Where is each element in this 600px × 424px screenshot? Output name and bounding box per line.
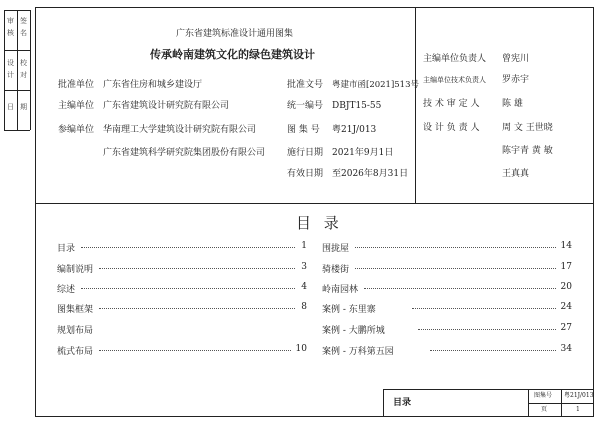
toc-leader <box>99 268 295 269</box>
tech-reviewer-value: 陈 雄 <box>502 99 523 109</box>
toc-entry-page: 17 <box>560 262 572 272</box>
toc-entry[interactable] <box>322 262 572 274</box>
toc-leader <box>81 247 295 248</box>
toc-entry-page: 24 <box>560 302 572 312</box>
approval-doc-label: 批准文号 <box>287 80 324 90</box>
toc-entry-page: 4 <box>301 282 307 292</box>
chief-unit-value: 广东省建筑设计研究院有限公司 <box>103 101 230 111</box>
design-leader-value-2: 陈宇青 黄 敏 <box>502 146 553 156</box>
toc-leader <box>364 288 556 289</box>
toc-entry-title: 编制说明 <box>57 265 94 275</box>
info-divider <box>35 203 594 204</box>
atlas-title: 传承岭南建筑文化的绿色建筑设计 <box>150 48 315 61</box>
title-block-page-value: 1 <box>576 406 580 413</box>
atlas-no-value: 粤21J/013 <box>332 125 377 135</box>
toc-entry-title: 规划布局 <box>57 326 94 336</box>
toc-entry-page: 27 <box>560 323 572 333</box>
toc-leader <box>355 247 556 248</box>
toc-entry[interactable] <box>57 344 307 356</box>
participating-unit-label: 参编单位 <box>58 125 95 135</box>
binding-label-3: 签 <box>20 17 27 25</box>
valid-date-value: 至2026年8月31日 <box>332 169 409 179</box>
approval-unit-label: 批准单位 <box>58 80 95 90</box>
toc-entry[interactable] <box>57 302 307 314</box>
toc-entry-title: 图集框架 <box>57 305 94 315</box>
chief-unit-leader-label: 主编单位负责人 <box>423 54 487 64</box>
toc-leader <box>99 308 295 309</box>
toc-entry-page: 20 <box>560 282 572 292</box>
chief-tech-leader-value: 罗赤宇 <box>502 75 530 85</box>
binding-label-1: 审 <box>7 17 14 25</box>
design-leader-value-3: 王真真 <box>502 169 530 179</box>
atlas-no-label: 图 集 号 <box>287 125 320 135</box>
chief-tech-leader-label: 主编单位技术负责人 <box>423 76 486 84</box>
title-block-atlas-value: 粤21J/013 <box>564 392 594 399</box>
unified-no-value: DBJT15-55 <box>332 101 382 111</box>
design-leader-value-1: 周 文 王世晓 <box>502 123 553 133</box>
toc-entry[interactable] <box>322 323 572 335</box>
sheet-title: 目录 <box>393 398 412 408</box>
tech-reviewer-label: 技 术 审 定 人 <box>423 99 480 109</box>
toc-entry-title: 岭南园林 <box>322 285 359 295</box>
toc-entry[interactable] <box>57 282 307 294</box>
toc-entry-title: 骑楼街 <box>322 265 350 275</box>
design-leader-label: 设 计 负 责 人 <box>423 123 480 133</box>
chief-unit-label: 主编单位 <box>58 101 95 111</box>
toc-entry-title: 梳式布局 <box>57 347 94 357</box>
toc-leader <box>355 268 556 269</box>
toc-leader <box>412 308 556 309</box>
binding-label-10: 期 <box>20 103 27 111</box>
toc-title: 目 录 <box>296 214 343 232</box>
toc-entry-page: 10 <box>295 344 307 354</box>
unified-no-label: 统一编号 <box>287 101 324 111</box>
toc-entry-page: 3 <box>301 262 307 272</box>
binding-label-4: 名 <box>20 29 27 37</box>
approval-doc-value: 粤建市函[2021]513号 <box>332 80 419 90</box>
toc-entry-title: 围拢屋 <box>322 244 350 254</box>
binding-strip <box>4 10 30 130</box>
toc-entry-page: 34 <box>560 344 572 354</box>
toc-entry-title: 案例 - 大鹏所城 <box>322 326 385 336</box>
chief-unit-leader-value: 曾宪川 <box>502 54 530 64</box>
toc-entry[interactable] <box>57 241 307 253</box>
binding-label-5: 设 <box>7 59 14 67</box>
toc-entry-title: 目录 <box>57 244 76 254</box>
toc-entry-page: 14 <box>560 241 572 251</box>
atlas-type: 广东省建筑标准设计通用图集 <box>176 29 294 39</box>
toc-entry-page: 8 <box>301 302 307 312</box>
binding-label-2: 核 <box>7 29 14 37</box>
approval-unit-value: 广东省住房和城乡建设厅 <box>103 80 203 90</box>
binding-label-7: 校 <box>20 59 27 67</box>
toc-leader <box>430 350 556 351</box>
toc-entry-title: 案例 - 东里寨 <box>322 305 376 315</box>
effective-date-label: 施行日期 <box>287 148 324 158</box>
toc-leader <box>81 288 295 289</box>
title-block-page-label: 页 <box>541 406 548 413</box>
toc-entry[interactable] <box>322 302 572 314</box>
right-info-divider <box>415 7 416 203</box>
toc-section-heading[interactable] <box>57 323 307 335</box>
toc-entry[interactable] <box>57 262 307 274</box>
toc-entry-title: 案例 - 万科第五园 <box>322 347 394 357</box>
valid-date-label: 有效日期 <box>287 169 324 179</box>
toc-leader <box>418 329 556 330</box>
toc-entry[interactable] <box>322 282 572 294</box>
toc-leader <box>99 350 291 351</box>
effective-date-value: 2021年9月1日 <box>332 148 394 158</box>
binding-label-8: 对 <box>20 71 27 79</box>
title-block <box>383 389 594 417</box>
title-block-atlas-label: 图集号 <box>534 392 553 399</box>
toc-entry-title: 综述 <box>57 285 76 295</box>
toc-entry-page: 1 <box>301 241 307 251</box>
participating-unit-value-1: 华南理工大学建筑设计研究院有限公司 <box>103 125 257 135</box>
binding-label-9: 日 <box>7 103 14 111</box>
binding-label-6: 计 <box>7 71 14 79</box>
participating-unit-value-2: 广东省建筑科学研究院集团股份有限公司 <box>103 148 266 158</box>
toc-entry[interactable] <box>322 241 572 253</box>
toc-entry[interactable] <box>322 344 572 356</box>
